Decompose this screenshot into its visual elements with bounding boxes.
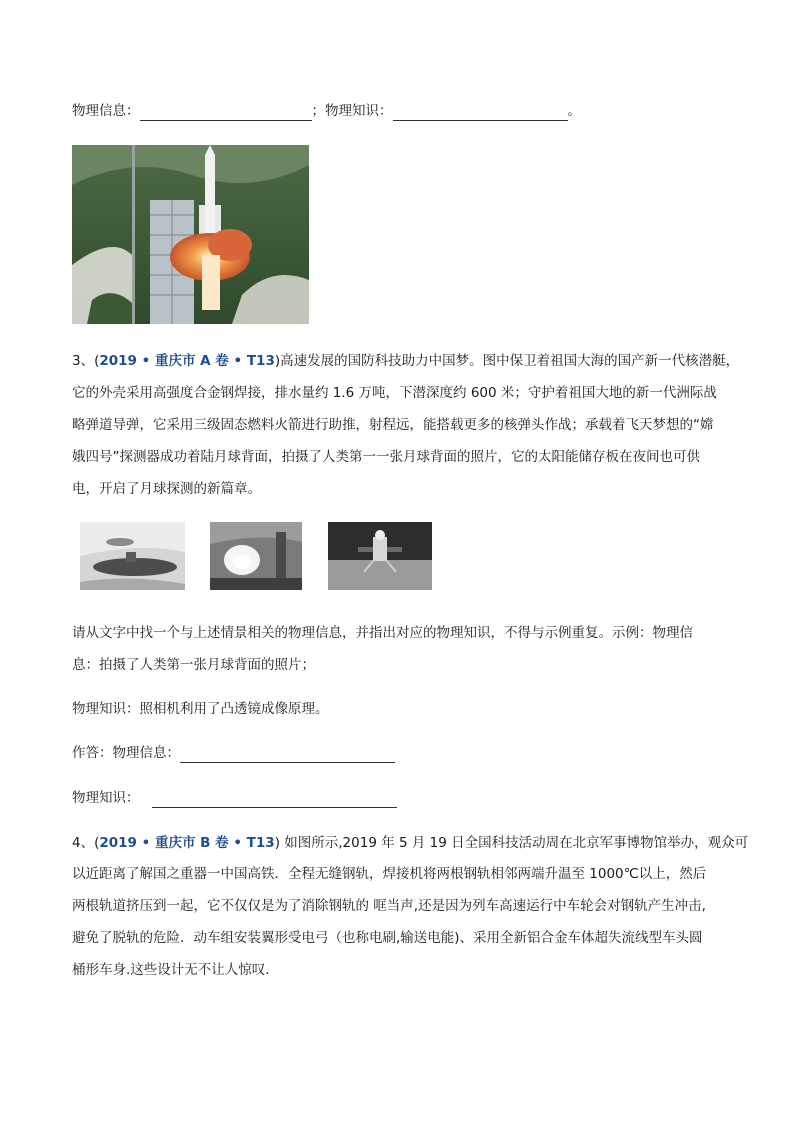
q3-source: 2019 • 重庆市 A 卷 • T13 bbox=[99, 353, 275, 369]
q3-line-5: 电，开启了月球探测的新篇章。 bbox=[72, 481, 261, 497]
q3-answer-info-line bbox=[72, 743, 395, 763]
q3-example-knowledge: 物理知识：照相机利用了凸透镜成像原理。 bbox=[72, 701, 329, 717]
answer-info-label: 作答：物理信息： bbox=[72, 745, 180, 761]
q4-line-2: 以近距离了解国之重器一中国高铁．全程无缝钢轨，焊接机将两根钢轨相邻两端升温至 1000℃以上，然后 bbox=[72, 866, 707, 882]
q3-line-3: 略弹道导弹，它采用三级固态燃料火箭进行助推，射程远，能搭载更多的核弹头作战；承载着飞天梦想的“嫦 bbox=[72, 417, 714, 433]
knowledge-label: ；物理知识： bbox=[311, 103, 393, 119]
answer-knowledge-label: 物理知识： bbox=[72, 790, 140, 806]
q3-line-1 bbox=[72, 351, 739, 371]
q4-line-4: 避免了脱轨的危险．动车组安装翼形受电弓（也称电刷,输送电能)、采用全新铝合金车体超失流线型车头圆 bbox=[72, 930, 703, 946]
q4-line-5: 桶形车身.这些设计无不让人惊叹． bbox=[72, 962, 279, 978]
answer-knowledge-blank[interactable] bbox=[152, 793, 397, 808]
q3-instruction-1: 请从文字中找一个与上述情景相关的物理信息，并指出对应的物理知识，不得与示例重复。示例：物理信 bbox=[72, 625, 693, 641]
previous-answer-line bbox=[72, 101, 581, 121]
q4-line-3: 两根轨道挤压到一起，它不仅仅是为了消除钢轨的 哐当声,还是因为列车高速运行中车轮会对钢轨产生冲击, bbox=[72, 898, 706, 914]
info-label: 物理信息： bbox=[72, 103, 140, 119]
answer-info-blank[interactable] bbox=[180, 748, 395, 763]
q3-line-2: 它的外壳采用高强度合金钢焊接，排水量约 1.6 万吨，下潜深度约 600 米；守护着祖国大地的新一代洲际战 bbox=[72, 385, 717, 401]
q3-answer-knowledge-line bbox=[72, 788, 397, 808]
q4-line-1 bbox=[72, 833, 748, 853]
q3-number: 3、( bbox=[72, 353, 100, 369]
q4-paren: ) bbox=[274, 835, 280, 851]
q4-source: 2019 • 重庆市 B 卷 • T13 bbox=[99, 835, 275, 851]
period: 。 bbox=[567, 103, 581, 119]
info-blank[interactable] bbox=[140, 106, 312, 121]
submarine-image bbox=[80, 522, 185, 590]
knowledge-blank[interactable] bbox=[393, 106, 568, 121]
lunar-lander-image bbox=[328, 522, 432, 590]
q3-text-1: 高速发展的国防科技助力中国梦。图中保卫着祖国大海的国产新一代核潜艇， bbox=[280, 353, 740, 369]
missile-launch-image bbox=[210, 522, 302, 590]
rocket-launch-image bbox=[72, 145, 309, 324]
q3-paren: ) bbox=[274, 353, 281, 369]
q4-text-1: 如图所示,2019 年 5 月 19 日全国科技活动周在北京军事博物馆举办，观众可 bbox=[279, 835, 749, 851]
q3-line-4: 娥四号”探测器成功着陆月球背面，拍摄了人类第一一张月球背面的照片，它的太阳能储存板在夜间也可供 bbox=[72, 449, 700, 465]
q3-instruction-2: 息：拍摄了人类第一张月球背面的照片； bbox=[72, 657, 315, 673]
q4-number: 4、( bbox=[72, 835, 100, 851]
